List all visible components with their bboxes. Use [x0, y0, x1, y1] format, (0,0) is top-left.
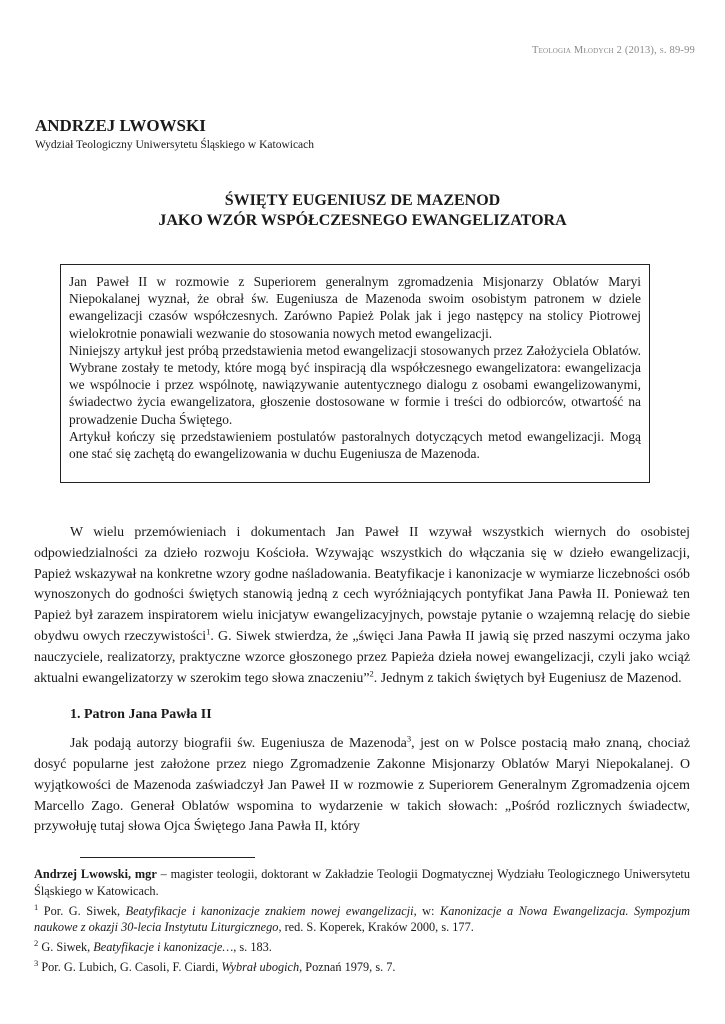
footnote-text: , red. S. Koperek, Kraków 2000, s. 177.	[278, 920, 474, 934]
footnote-text: Por. G. Lubich, G. Casoli, F. Ciardi,	[38, 960, 222, 974]
article-title	[0, 191, 725, 231]
footnote-ref-3[interactable]: 3	[406, 733, 412, 744]
body-text: W wielu przemówieniach i dokumentach Jan Paweł II wzywał wszystkich wiernych do osobistej odpowiedzialności za dzieło rozwoju Kościoła. Wzywając wszystkich do włączania się w dzieło ewangelizacji, Papież wskazywał na konkretne wzory godne naśladowania. Beatyfikacje i kanonizacje w wymiarze liczebności osób wynoszonych do godności świętych stanowią jedną z cech wyróżniających pontyfikat Jana Pawła II. Ponieważ ten Papież był zarazem inspiratorem wielu inicjatyw ewangelizacyjnych, powstaje pytanie o wzajemną relację do siebie obydwu owych rzeczywistości	[34, 525, 690, 644]
body-text: , jest on w Polsce postacią mało znaną, chociaż dosyć popularne jest założone przez niego Zgromadzenie Zakonne Misjonarzy Oblatów Maryi Niepokalanej. O wyjątkowości de Mazenoda zaświadczył Jan Paweł II w rozmowie z Superiorem Generalnym Zgromadzenia ojcem Marcello Zago. Generał Oblatów wspomina to wydarzenie w takich słowach: „Pośród rozlicznych świadectw, przywołuję tutaj słowa Ojca Świętego Jana Pawła II, który	[34, 736, 690, 835]
author-note-name: Andrzej Lwowski, mgr	[34, 867, 157, 881]
author-name: ANDRZEJ LWOWSKI	[35, 116, 206, 135]
body-paragraph-1	[34, 523, 690, 689]
article-body	[34, 523, 690, 838]
abstract-paragraph-3: Artykuł kończy się przedstawieniem postulatów pastoralnych dotyczących metod ewangelizacji. Mogą one stać się zachętą do ewangelizowania w duchu Eugeniusza de Mazenoda.	[69, 428, 641, 462]
footnote-italic: Wybrał ubogich	[221, 960, 300, 974]
footnote-number: 1	[34, 901, 39, 912]
abstract-paragraph-2: Niniejszy artykuł jest próbą przedstawienia metod ewangelizacji stosowanych przez Założyciela Oblatów. Wybrane zostały te metody, które mogą być inspiracją dla współczesnego ewangelizatora: ewangelizacja we wspólnocie i przez wspólnotę, nawiązywanie autentycznego dialogu z osobami ewangelizowanymi, świadectwo życia ewangelizatora, głoszenie dostosowane w formie i treści do odbiorców, otwartość na prowadzenie Ducha Świętego.	[69, 342, 641, 427]
footnote-separator	[80, 857, 255, 858]
footnote-2	[34, 939, 690, 956]
footnote-3	[34, 959, 690, 976]
footnote-text: G. Siwek,	[38, 940, 94, 954]
footnote-text: Por. G. Siwek,	[38, 903, 126, 918]
running-head	[532, 45, 695, 56]
author-affiliation: Wydział Teologiczny Uniwersytetu Śląskiego w Katowicach	[35, 139, 315, 151]
body-paragraph-2	[34, 734, 690, 838]
running-head-text: Teologia Młodych 2 (2013), s. 89-99	[531, 45, 695, 56]
footnote-number: 3	[34, 957, 39, 968]
body-text: Jak podają autorzy biografii św. Eugeniusza de Mazenoda	[70, 736, 407, 752]
footnote-italic: Kanonizacje a Nowa Ewangelizacja. Sympozjum naukowe z okazji 30-lecia Instytutu Liturgicznego	[34, 903, 690, 934]
abstract-paragraph-1: Jan Paweł II w rozmowie z Superiorem generalnym zgromadzenia Misjonarzy Oblatów Maryi Niepokalanej wyznał, że obrał św. Eugeniusza de Mazenoda swoim osobistym patronem w dziele ewangelizacji czasów współczesnych. Zarówno Papież Polak jak i jego następcy na stolicy Piotrowej wielokrotnie ponawiali wezwanie do stosowania nowych metod ewangelizacji.	[69, 274, 641, 341]
footnote-ref-1[interactable]: 1	[206, 626, 211, 637]
body-text: . G. Siwek stwierdza, że „święci Jana Pawła II jawią się przed naszymi oczyma jako nauczyciele, realizatorzy, praktyczne wzorce głoszonego przez Papieża dzieła nowej ewangelizacji, czyli jako wciąż aktualni ewangelizatorzy w szerokim tego słowa znaczeniu”	[34, 628, 690, 686]
footnote-1	[34, 903, 690, 936]
body-text: . Jednym z takich świętych był Eugeniusz de Mazenod.	[373, 670, 682, 686]
footnote-text: , s. 183.	[233, 940, 272, 954]
footnote-italic: Beatyfikacje i kanonizacje…	[93, 940, 234, 954]
footnote-text: , Poznań 1979, s. 7.	[299, 960, 396, 974]
author-note	[34, 866, 690, 899]
section-heading-1: 1. Patron Jana Pawła II	[70, 707, 212, 723]
footnote-text: , w:	[413, 903, 441, 918]
abstract-box	[60, 264, 650, 483]
footnote-ref-2[interactable]: 2	[369, 667, 374, 678]
title-line-2: JAKO WZÓR WSPÓŁCZESNEGO EWANGELIZATORA	[158, 212, 567, 229]
author-note-text: – magister teologii, doktorant w Zakładzie Teologii Dogmatycznej Wydziału Teologicznego Uniwersytetu Śląskiego w Katowicach.	[34, 867, 690, 898]
title-line-1: ŚWIĘTY EUGENIUSZ DE MAZENOD	[224, 192, 501, 209]
footnote-italic: Beatyfikacje i kanonizacje znakiem nowej ewangelizacji	[125, 903, 414, 918]
footnote-number: 2	[34, 937, 39, 948]
footnotes	[34, 866, 690, 979]
